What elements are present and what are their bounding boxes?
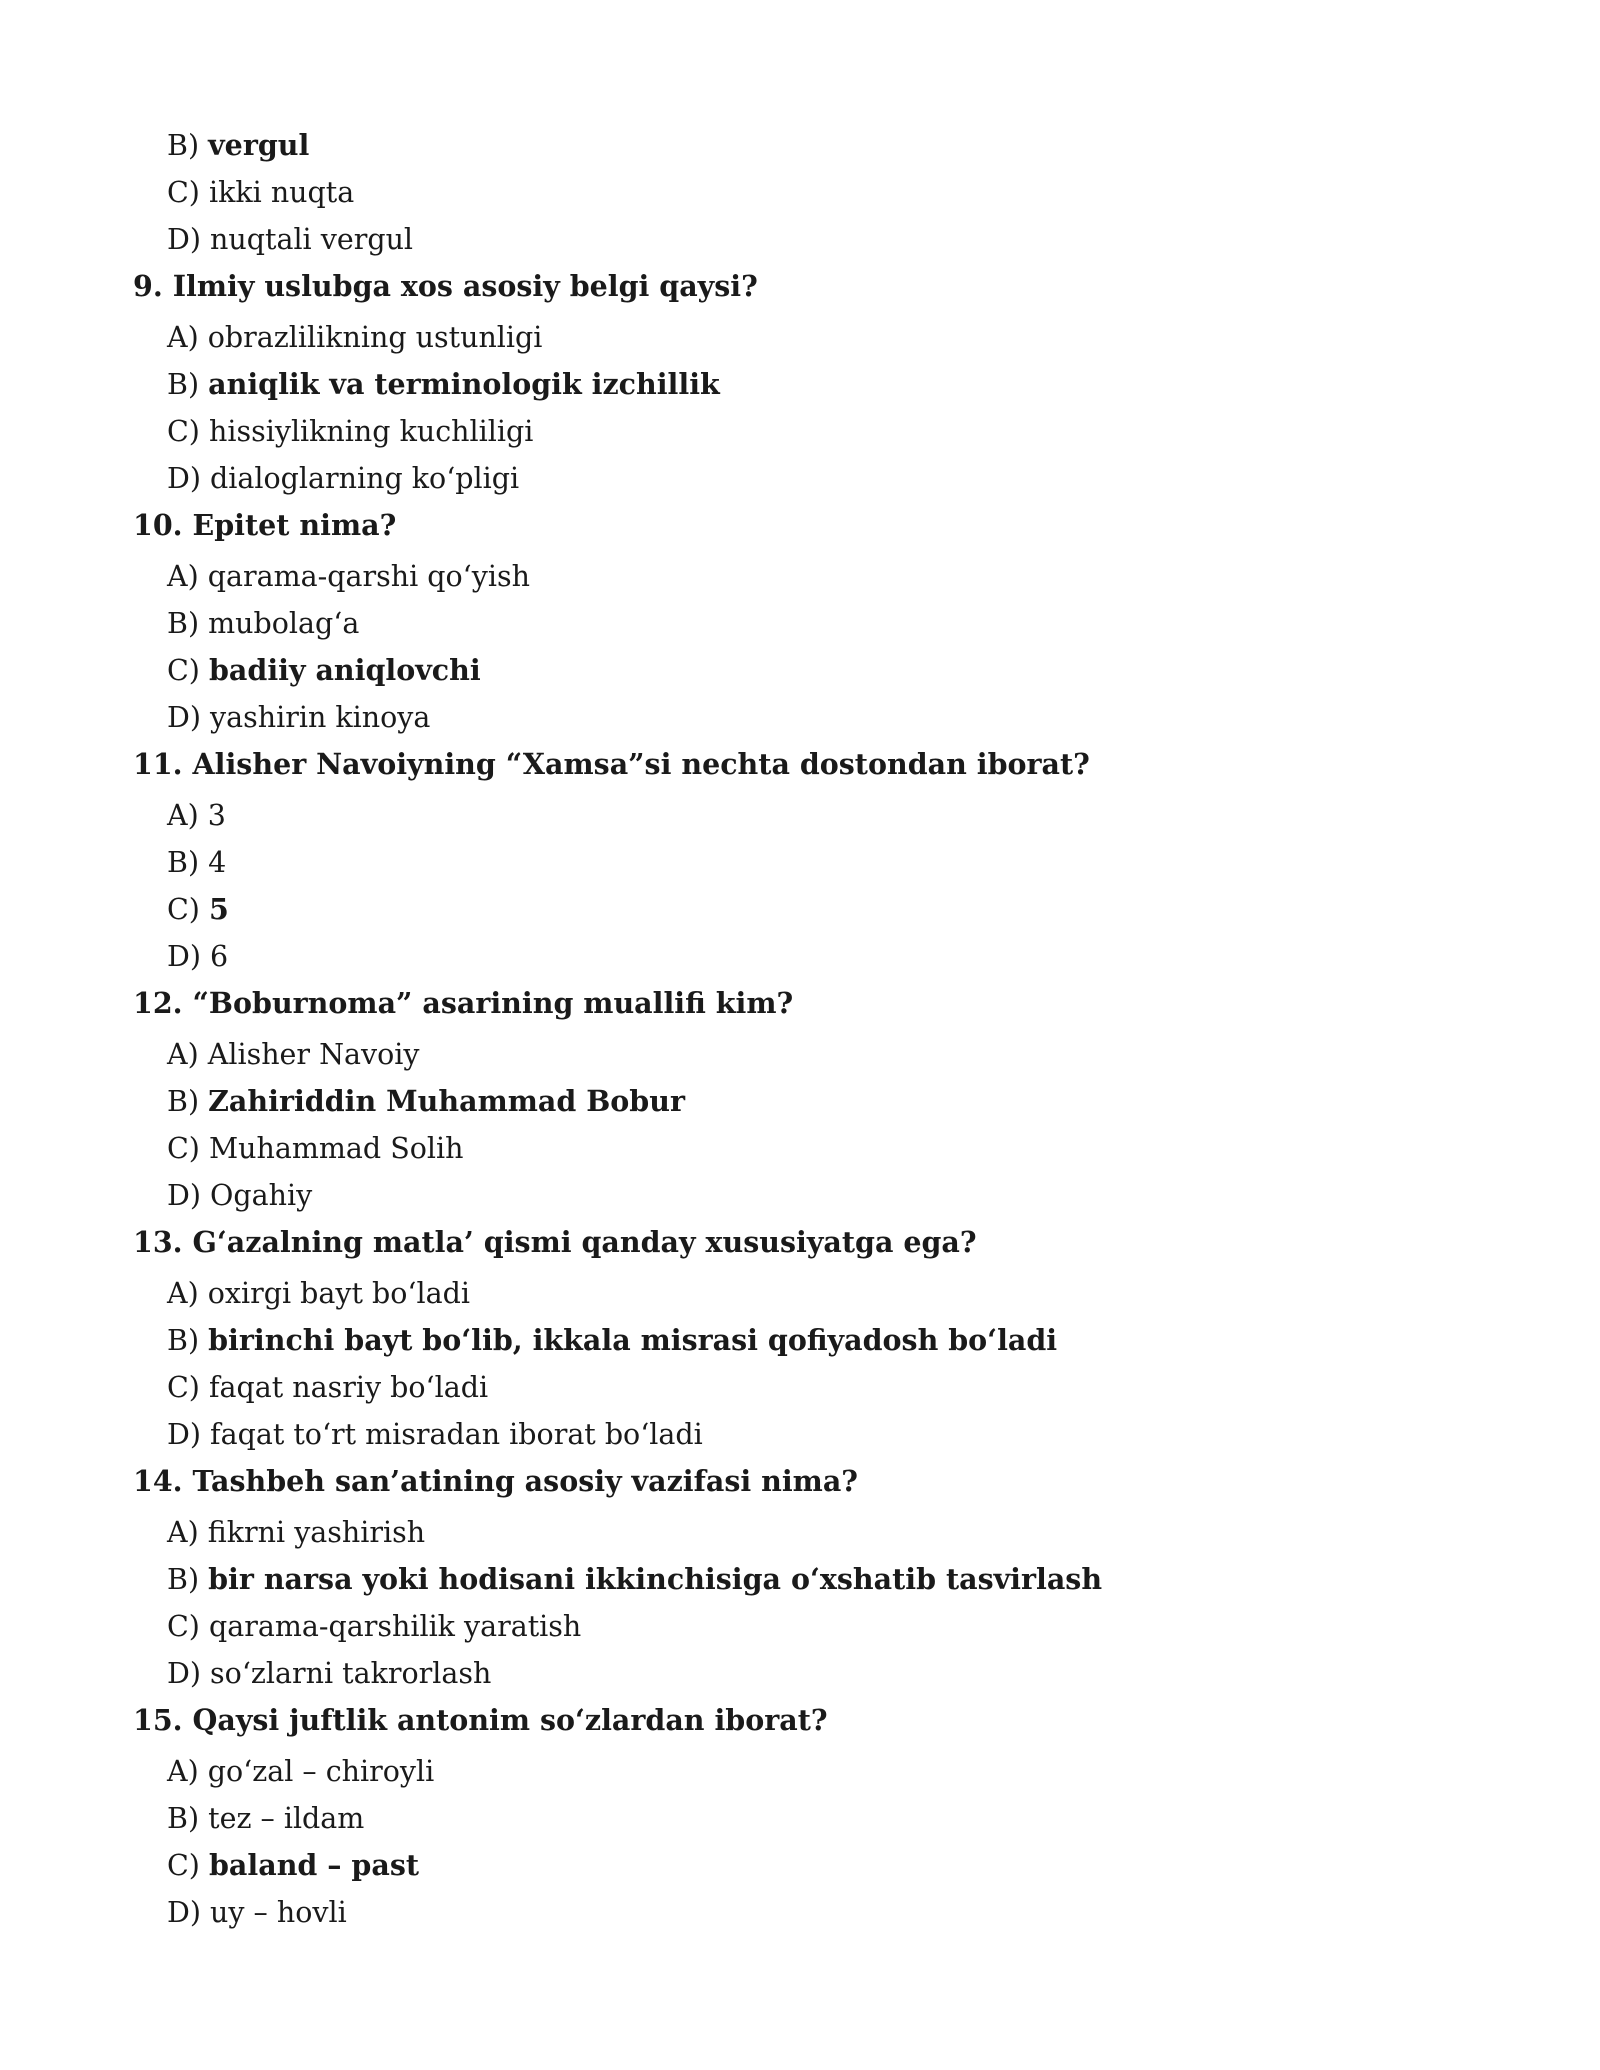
answer-option bbox=[133, 1842, 1473, 1889]
question-text: Tashbeh san’atining asosiy vazifasi nima? bbox=[192, 1464, 858, 1498]
question-text: G‘azalning matla’ qismi qanday xususiyatga ega? bbox=[192, 1225, 977, 1259]
option-letter: A) bbox=[167, 560, 199, 593]
option-text: faqat to‘rt misradan iborat bo‘ladi bbox=[210, 1418, 703, 1451]
answer-option bbox=[133, 1411, 1473, 1458]
answer-option bbox=[133, 1795, 1473, 1842]
option-letter: C) bbox=[167, 1132, 200, 1165]
option-text: obrazlilikning ustunligi bbox=[207, 321, 543, 354]
answer-option bbox=[133, 792, 1473, 839]
answer-option bbox=[133, 361, 1473, 408]
answer-option bbox=[133, 1031, 1473, 1078]
answer-option bbox=[133, 408, 1473, 455]
option-text: yashirin kinoya bbox=[210, 701, 431, 734]
answer-option bbox=[133, 647, 1473, 694]
answer-option bbox=[133, 839, 1473, 886]
question-heading bbox=[133, 1219, 1473, 1270]
answer-option bbox=[133, 1509, 1473, 1556]
option-text: Alisher Navoiy bbox=[207, 1038, 420, 1071]
option-text-correct: bir narsa yoki hodisani ikkinchisiga o‘xshatib tasvirlash bbox=[208, 1562, 1103, 1596]
question-number: 13. bbox=[133, 1225, 183, 1259]
question-text: Epitet nima? bbox=[192, 508, 397, 542]
question-text: Ilmiy uslubga xos asosiy belgi qaysi? bbox=[172, 269, 758, 303]
answer-option bbox=[133, 314, 1473, 361]
option-text-correct: badiiy aniqlovchi bbox=[209, 653, 481, 687]
question-number: 9. bbox=[133, 269, 163, 303]
option-text: uy – hovli bbox=[210, 1896, 347, 1929]
option-text: go‘zal – chiroyli bbox=[207, 1755, 435, 1788]
question-number: 10. bbox=[133, 508, 183, 542]
question-number: 11. bbox=[133, 747, 183, 781]
question-heading bbox=[133, 1458, 1473, 1509]
answer-option bbox=[133, 455, 1473, 502]
answer-option bbox=[133, 933, 1473, 980]
option-letter: D) bbox=[167, 1179, 201, 1212]
question-number: 14. bbox=[133, 1464, 183, 1498]
option-letter: B) bbox=[167, 1563, 200, 1596]
option-text: 6 bbox=[210, 940, 229, 973]
answer-option bbox=[133, 1364, 1473, 1411]
option-letter: D) bbox=[167, 223, 201, 256]
option-letter: A) bbox=[167, 1277, 199, 1310]
answer-option bbox=[133, 1556, 1473, 1603]
option-letter: C) bbox=[167, 176, 200, 209]
answer-option bbox=[133, 553, 1473, 600]
option-text: qarama-qarshi qo‘yish bbox=[207, 560, 530, 593]
answer-option bbox=[133, 122, 1473, 169]
answer-option bbox=[133, 1889, 1473, 1936]
option-text: faqat nasriy bo‘ladi bbox=[209, 1371, 489, 1404]
question-heading bbox=[133, 980, 1473, 1031]
option-letter: D) bbox=[167, 462, 201, 495]
question-number: 12. bbox=[133, 986, 183, 1020]
answer-option bbox=[133, 1078, 1473, 1125]
option-letter: C) bbox=[167, 1371, 200, 1404]
option-text: 3 bbox=[207, 799, 226, 832]
option-letter: C) bbox=[167, 893, 200, 926]
answer-option bbox=[133, 1270, 1473, 1317]
question-text: Qaysi juftlik antonim so‘zlardan iborat? bbox=[192, 1703, 828, 1737]
option-letter: D) bbox=[167, 1657, 201, 1690]
question-text: Alisher Navoiyning “Xamsa”si nechta dostondan iborat? bbox=[192, 747, 1090, 781]
option-letter: A) bbox=[167, 1516, 199, 1549]
answer-option bbox=[133, 694, 1473, 741]
option-text: ikki nuqta bbox=[209, 176, 355, 209]
option-text-correct: baland – past bbox=[209, 1848, 420, 1882]
option-letter: D) bbox=[167, 1418, 201, 1451]
answer-option bbox=[133, 1317, 1473, 1364]
option-text-correct: aniqlik va terminologik izchillik bbox=[208, 367, 720, 401]
option-letter: B) bbox=[167, 1802, 200, 1835]
answer-option bbox=[133, 1603, 1473, 1650]
question-text: “Boburnoma” asarining muallifi kim? bbox=[192, 986, 794, 1020]
option-text-correct: Zahiriddin Muhammad Bobur bbox=[208, 1084, 685, 1118]
option-letter: D) bbox=[167, 940, 201, 973]
question-heading bbox=[133, 741, 1473, 792]
option-letter: C) bbox=[167, 1849, 200, 1882]
option-text: mubolag‘a bbox=[208, 607, 360, 640]
answer-option bbox=[133, 600, 1473, 647]
option-letter: A) bbox=[167, 1038, 199, 1071]
option-letter: A) bbox=[167, 1755, 199, 1788]
option-text-correct: birinchi bayt bo‘lib, ikkala misrasi qofiyadosh bo‘ladi bbox=[208, 1323, 1058, 1357]
option-text: qarama-qarshilik yaratish bbox=[209, 1610, 582, 1643]
option-letter: B) bbox=[167, 846, 200, 879]
option-letter: A) bbox=[167, 321, 199, 354]
option-letter: B) bbox=[167, 1085, 200, 1118]
answer-option bbox=[133, 1125, 1473, 1172]
option-text: 4 bbox=[208, 846, 227, 879]
option-letter: D) bbox=[167, 701, 201, 734]
option-letter: A) bbox=[167, 799, 199, 832]
option-text: oxirgi bayt bo‘ladi bbox=[207, 1277, 470, 1310]
answer-option bbox=[133, 1748, 1473, 1795]
option-text: nuqtali vergul bbox=[210, 223, 414, 256]
quiz-content bbox=[133, 122, 1473, 1936]
option-text: Muhammad Solih bbox=[209, 1132, 464, 1165]
option-letter: C) bbox=[167, 415, 200, 448]
answer-option bbox=[133, 169, 1473, 216]
option-text: hissiylikning kuchliligi bbox=[209, 415, 534, 448]
option-text: so‘zlarni takrorlash bbox=[210, 1657, 492, 1690]
question-heading bbox=[133, 502, 1473, 553]
option-letter: C) bbox=[167, 1610, 200, 1643]
question-number: 15. bbox=[133, 1703, 183, 1737]
option-letter: B) bbox=[167, 129, 200, 162]
option-text: dialoglarning ko‘pligi bbox=[210, 462, 520, 495]
option-text: tez – ildam bbox=[208, 1802, 365, 1835]
question-heading bbox=[133, 263, 1473, 314]
answer-option bbox=[133, 1172, 1473, 1219]
option-text-correct: vergul bbox=[208, 128, 310, 162]
option-letter: D) bbox=[167, 1896, 201, 1929]
question-heading bbox=[133, 1697, 1473, 1748]
option-text-correct: 5 bbox=[209, 892, 229, 926]
answer-option bbox=[133, 1650, 1473, 1697]
option-letter: B) bbox=[167, 607, 200, 640]
option-text: Ogahiy bbox=[210, 1179, 313, 1212]
answer-option bbox=[133, 216, 1473, 263]
option-text: fikrni yashirish bbox=[207, 1516, 426, 1549]
option-letter: B) bbox=[167, 1324, 200, 1357]
option-letter: B) bbox=[167, 368, 200, 401]
option-letter: C) bbox=[167, 654, 200, 687]
answer-option bbox=[133, 886, 1473, 933]
